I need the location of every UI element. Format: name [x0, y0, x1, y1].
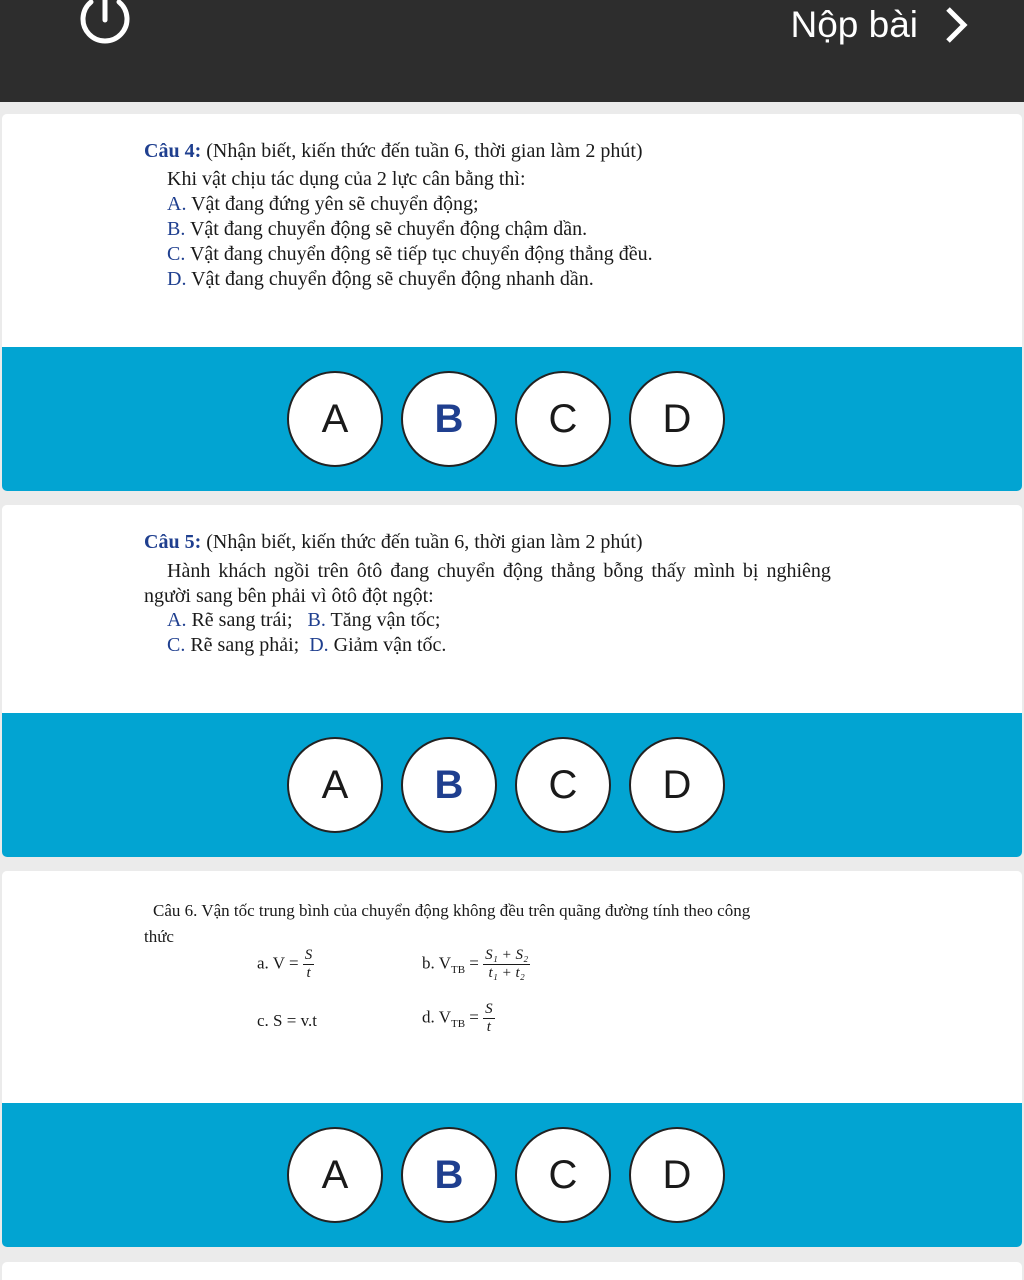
q6-formula-b: b. $V_{TB}$ = $\frac{\text{S₁ + S₂}}{\text{t₁ + t₂}}$	[422, 947, 529, 981]
q4-option-d-button[interactable]: D	[629, 371, 725, 467]
q5-heading: Câu 5: (Nhận biết, kiến thức đến tuần 6, thời gian làm 2 phút)	[144, 531, 643, 553]
top-bar	[0, 0, 1024, 102]
q6-formula-a: a. V = $\frac{S}{t}$	[257, 947, 313, 981]
q5-option-b-button[interactable]: B	[401, 737, 497, 833]
q5-choices-row1: A. Rẽ sang trái; B. Tăng vận tốc;	[167, 609, 441, 631]
q4-heading: Câu 4: (Nhận biết, kiến thức đến tuần 6, thời gian làm 2 phút)	[144, 140, 643, 162]
question-text-5	[2, 505, 1022, 713]
q5-option-d-button[interactable]: D	[629, 737, 725, 833]
q5-stem-line2: người sang bên phải vì ôtô đột ngột:	[144, 585, 434, 607]
answer-bar-5	[2, 713, 1022, 857]
submit-label: Nộp bài	[790, 4, 918, 45]
question-text-6	[2, 871, 1022, 1103]
q5-option-a-button[interactable]: A	[287, 737, 383, 833]
q4-choice-d: D. Vật đang chuyển động sẽ chuyển động nhanh dần.	[167, 268, 594, 290]
q5-choices-row2: C. Rẽ sang phải; D. Giảm vận tốc.	[167, 634, 447, 656]
q4-choice-c: C. Vật đang chuyển động sẽ tiếp tục chuyển động thẳng đều.	[167, 243, 653, 265]
q6-option-c-button[interactable]: C	[515, 1127, 611, 1223]
q5-stem-line1: Hành khách ngồi trên ôtô đang chuyển động thẳng bỗng thấy mình bị nghiêng	[167, 560, 831, 582]
question-card-5	[2, 505, 1022, 857]
answer-bar-4	[2, 347, 1022, 491]
submit-button[interactable]	[790, 0, 968, 50]
question-text-4	[2, 114, 1022, 347]
q4-choice-a: A. Vật đang đứng yên sẽ chuyển động;	[167, 193, 479, 215]
q6-stem-line2: thức	[144, 927, 174, 946]
next-question-card	[2, 1262, 1022, 1280]
q4-stem: Khi vật chịu tác dụng của 2 lực cân bằng thì:	[167, 168, 526, 190]
q4-choice-b: B. Vật đang chuyển động sẽ chuyển động chậm dần.	[167, 218, 588, 240]
q4-option-a-button[interactable]: A	[287, 371, 383, 467]
q6-stem-line1: Câu 6. Vận tốc trung bình của chuyển động không đều trên quãng đường tính theo công	[153, 901, 751, 920]
answer-bar-6	[2, 1103, 1022, 1247]
power-icon[interactable]	[78, 0, 132, 50]
q4-option-b-button[interactable]: B	[401, 371, 497, 467]
q6-formula-d: d. $V_{TB}$ = $\frac{S}{t}$	[422, 1001, 493, 1035]
q6-option-d-button[interactable]: D	[629, 1127, 725, 1223]
q6-option-a-button[interactable]: A	[287, 1127, 383, 1223]
q6-formula-c: c. S = v.t	[257, 1011, 317, 1030]
question-card-4	[2, 114, 1022, 491]
q4-option-c-button[interactable]: C	[515, 371, 611, 467]
question-card-6	[2, 871, 1022, 1247]
q5-option-c-button[interactable]: C	[515, 737, 611, 833]
q6-option-b-button[interactable]: B	[401, 1127, 497, 1223]
chevron-right-icon	[944, 5, 968, 45]
